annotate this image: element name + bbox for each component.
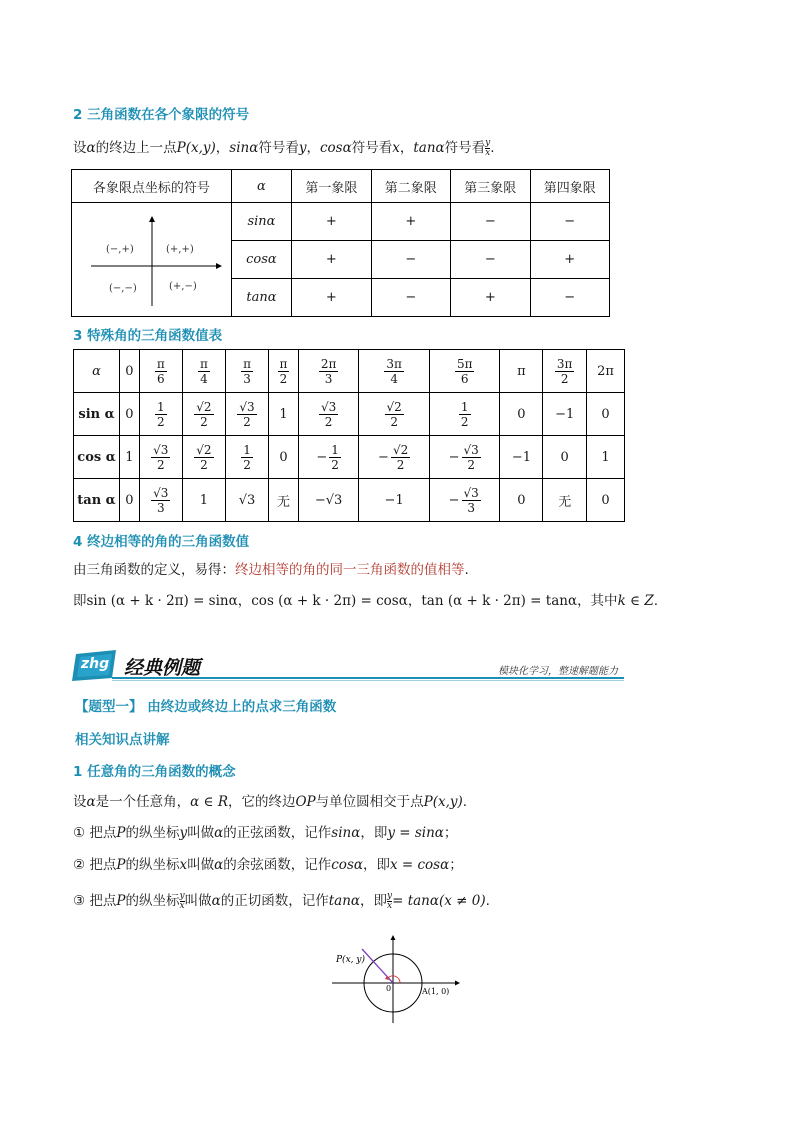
sign-cell: + (371, 203, 450, 241)
value-cell: $\frac{√3}{3}$ (139, 479, 182, 522)
value-cell: 0 (587, 479, 625, 522)
value-cell: 0 (500, 393, 543, 436)
banner-title: 经典例题 (124, 657, 201, 679)
angle-cell: $\frac{5\pi}{6}$ (429, 350, 500, 393)
value-cell: √3 (225, 479, 268, 522)
value-cell: 1 (182, 479, 225, 522)
sign-cell: − (451, 203, 530, 241)
angle-cell: 0 (120, 350, 140, 393)
value-cell: 0 (120, 393, 140, 436)
value-cell: 0 (269, 436, 299, 479)
angle-cell: $\frac{3\pi}{2}$ (543, 350, 587, 393)
section-title-quadrant-signs: 2 三角函数在各个象限的符号 (73, 107, 250, 123)
unit-circle-figure (330, 935, 460, 1025)
value-cell: 1 (120, 436, 140, 479)
sign-cell: − (530, 279, 610, 317)
value-cell: −1 (359, 479, 430, 522)
angle-header: α (74, 350, 120, 393)
sign-cell: − (530, 203, 610, 241)
angle-cell: $\frac{3\pi}{4}$ (359, 350, 430, 393)
sign-cell: − (451, 241, 530, 279)
table-header-cell: α (231, 170, 291, 203)
value-cell: 0 (587, 393, 625, 436)
sine-definition: ① 把点P的纵坐标y叫做α的正弦函数，记作sinα，即y = sinα； (73, 825, 458, 841)
sign-cell: − (371, 279, 450, 317)
value-cell: 1 (269, 393, 299, 436)
point-a-label: A(1, 0) (422, 987, 450, 996)
value-cell: 0 (120, 479, 140, 522)
point-p-label: P(x, y) (336, 955, 365, 965)
section-title-coterminal: 4 终边相等的角的三角函数值 (73, 534, 250, 550)
value-cell: $\frac{1}{2}$ (429, 393, 500, 436)
value-cell: − $\frac{√3}{2}$ (429, 436, 500, 479)
classic-examples-banner (72, 648, 624, 684)
sign-cell: − (371, 241, 450, 279)
value-cell: $\frac{√3}{2}$ (139, 436, 182, 479)
value-cell: $\frac{1}{2}$ (225, 436, 268, 479)
quadrant-axes-diagram (76, 208, 226, 308)
quadrant-sign-table (71, 169, 610, 317)
table-header-cell: 各象限点坐标的符号 (72, 170, 232, 203)
angle-cell: $\frac{\pi}{3}$ (225, 350, 268, 393)
quadrant-label: (−,−) (109, 282, 138, 294)
section-title-special-angles: 3 特殊角的三角函数值表 (73, 328, 223, 344)
sign-cell: + (292, 241, 371, 279)
quadrant-label: (+,−) (169, 280, 198, 292)
value-cell: −1 (543, 393, 587, 436)
angle-cell: $\frac{\pi}{4}$ (182, 350, 225, 393)
angle-cell: 2π (587, 350, 625, 393)
fn-label: sinα (231, 203, 291, 241)
sign-cell: + (292, 279, 371, 317)
function-label: tan α (74, 479, 120, 522)
origin-label: 0 (386, 984, 392, 993)
special-angle-value-table (73, 349, 625, 522)
value-cell: − $\frac{1}{2}$ (298, 436, 359, 479)
coterminal-highlight: 终边相等的角的同一三角函数的值相等 (235, 562, 465, 578)
value-cell: 0 (500, 479, 543, 522)
sign-cell: + (451, 279, 530, 317)
angle-cell: π (500, 350, 543, 393)
function-label: sin α (74, 393, 120, 436)
coterminal-formula: 即sin (α + k · 2π) = sinα，cos (α + k · 2π) = cosα，tan (α + k · 2π) = tanα，其中k ∈ Z. (73, 593, 658, 609)
coterminal-statement: 由三角函数的定义，易得：终边相等的角的同一三角函数的值相等. (73, 562, 469, 578)
value-cell: 1 (587, 436, 625, 479)
quadrant-sign-intro: 设α的终边上一点P(x,y)，sinα符号看y，cosα符号看x，tanα符号看 $\frac{y}{x}$ . (73, 137, 495, 158)
value-cell: 无 (543, 479, 587, 522)
value-cell: − $\frac{√2}{2}$ (359, 436, 430, 479)
banner-logo: zhg (81, 656, 110, 672)
problem-type-title: 【题型一】 由终边或终边上的点求三角函数 (75, 699, 337, 715)
angle-cell: $\frac{\pi}{6}$ (139, 350, 182, 393)
sign-cell: + (292, 203, 371, 241)
value-cell: $\frac{√3}{2}$ (298, 393, 359, 436)
fn-label: tanα (231, 279, 291, 317)
cosine-definition: ② 把点P的纵坐标x叫做α的余弦函数，记作cosα，即x = cosα； (73, 857, 463, 873)
value-cell: $\frac{1}{2}$ (139, 393, 182, 436)
table-header-cell: 第三象限 (451, 170, 530, 203)
angle-cell: $\frac{2\pi}{3}$ (298, 350, 359, 393)
quadrant-diagram-cell (72, 203, 232, 317)
table-header-cell: 第一象限 (292, 170, 371, 203)
quadrant-label: (−,+) (106, 243, 135, 255)
value-cell: −1 (500, 436, 543, 479)
value-cell: $\frac{√2}{2}$ (182, 393, 225, 436)
fn-label: cosα (231, 241, 291, 279)
value-cell: −√3 (298, 479, 359, 522)
sign-cell: + (530, 241, 610, 279)
value-cell: $\frac{√3}{2}$ (225, 393, 268, 436)
function-label: cos α (74, 436, 120, 479)
tangent-definition: ③ 把点P的纵坐标 $\frac{y}{x}$ 叫做α的正切函数，记作tanα，即 $\frac{y}{x}$ = tanα(x ≠ 0). (73, 890, 490, 911)
angle-cell: $\frac{\pi}{2}$ (269, 350, 299, 393)
value-cell: $\frac{√2}{2}$ (359, 393, 430, 436)
section-title-definition: 1 任意角的三角函数的概念 (73, 764, 236, 780)
value-cell: − $\frac{√3}{3}$ (429, 479, 500, 522)
table-header-cell: 第二象限 (371, 170, 450, 203)
knowledge-subtitle: 相关知识点讲解 (75, 732, 170, 748)
table-header-cell: 第四象限 (530, 170, 610, 203)
value-cell: $\frac{√2}{2}$ (182, 436, 225, 479)
value-cell: 0 (543, 436, 587, 479)
value-cell: 无 (269, 479, 299, 522)
definition-line: 设α是一个任意角，α ∈ R，它的终边OP与单位圆相交于点P(x,y). (73, 794, 468, 810)
quadrant-label: (+,+) (166, 243, 195, 255)
banner-slogan: 模块化学习，整速解题能力 (498, 666, 618, 677)
